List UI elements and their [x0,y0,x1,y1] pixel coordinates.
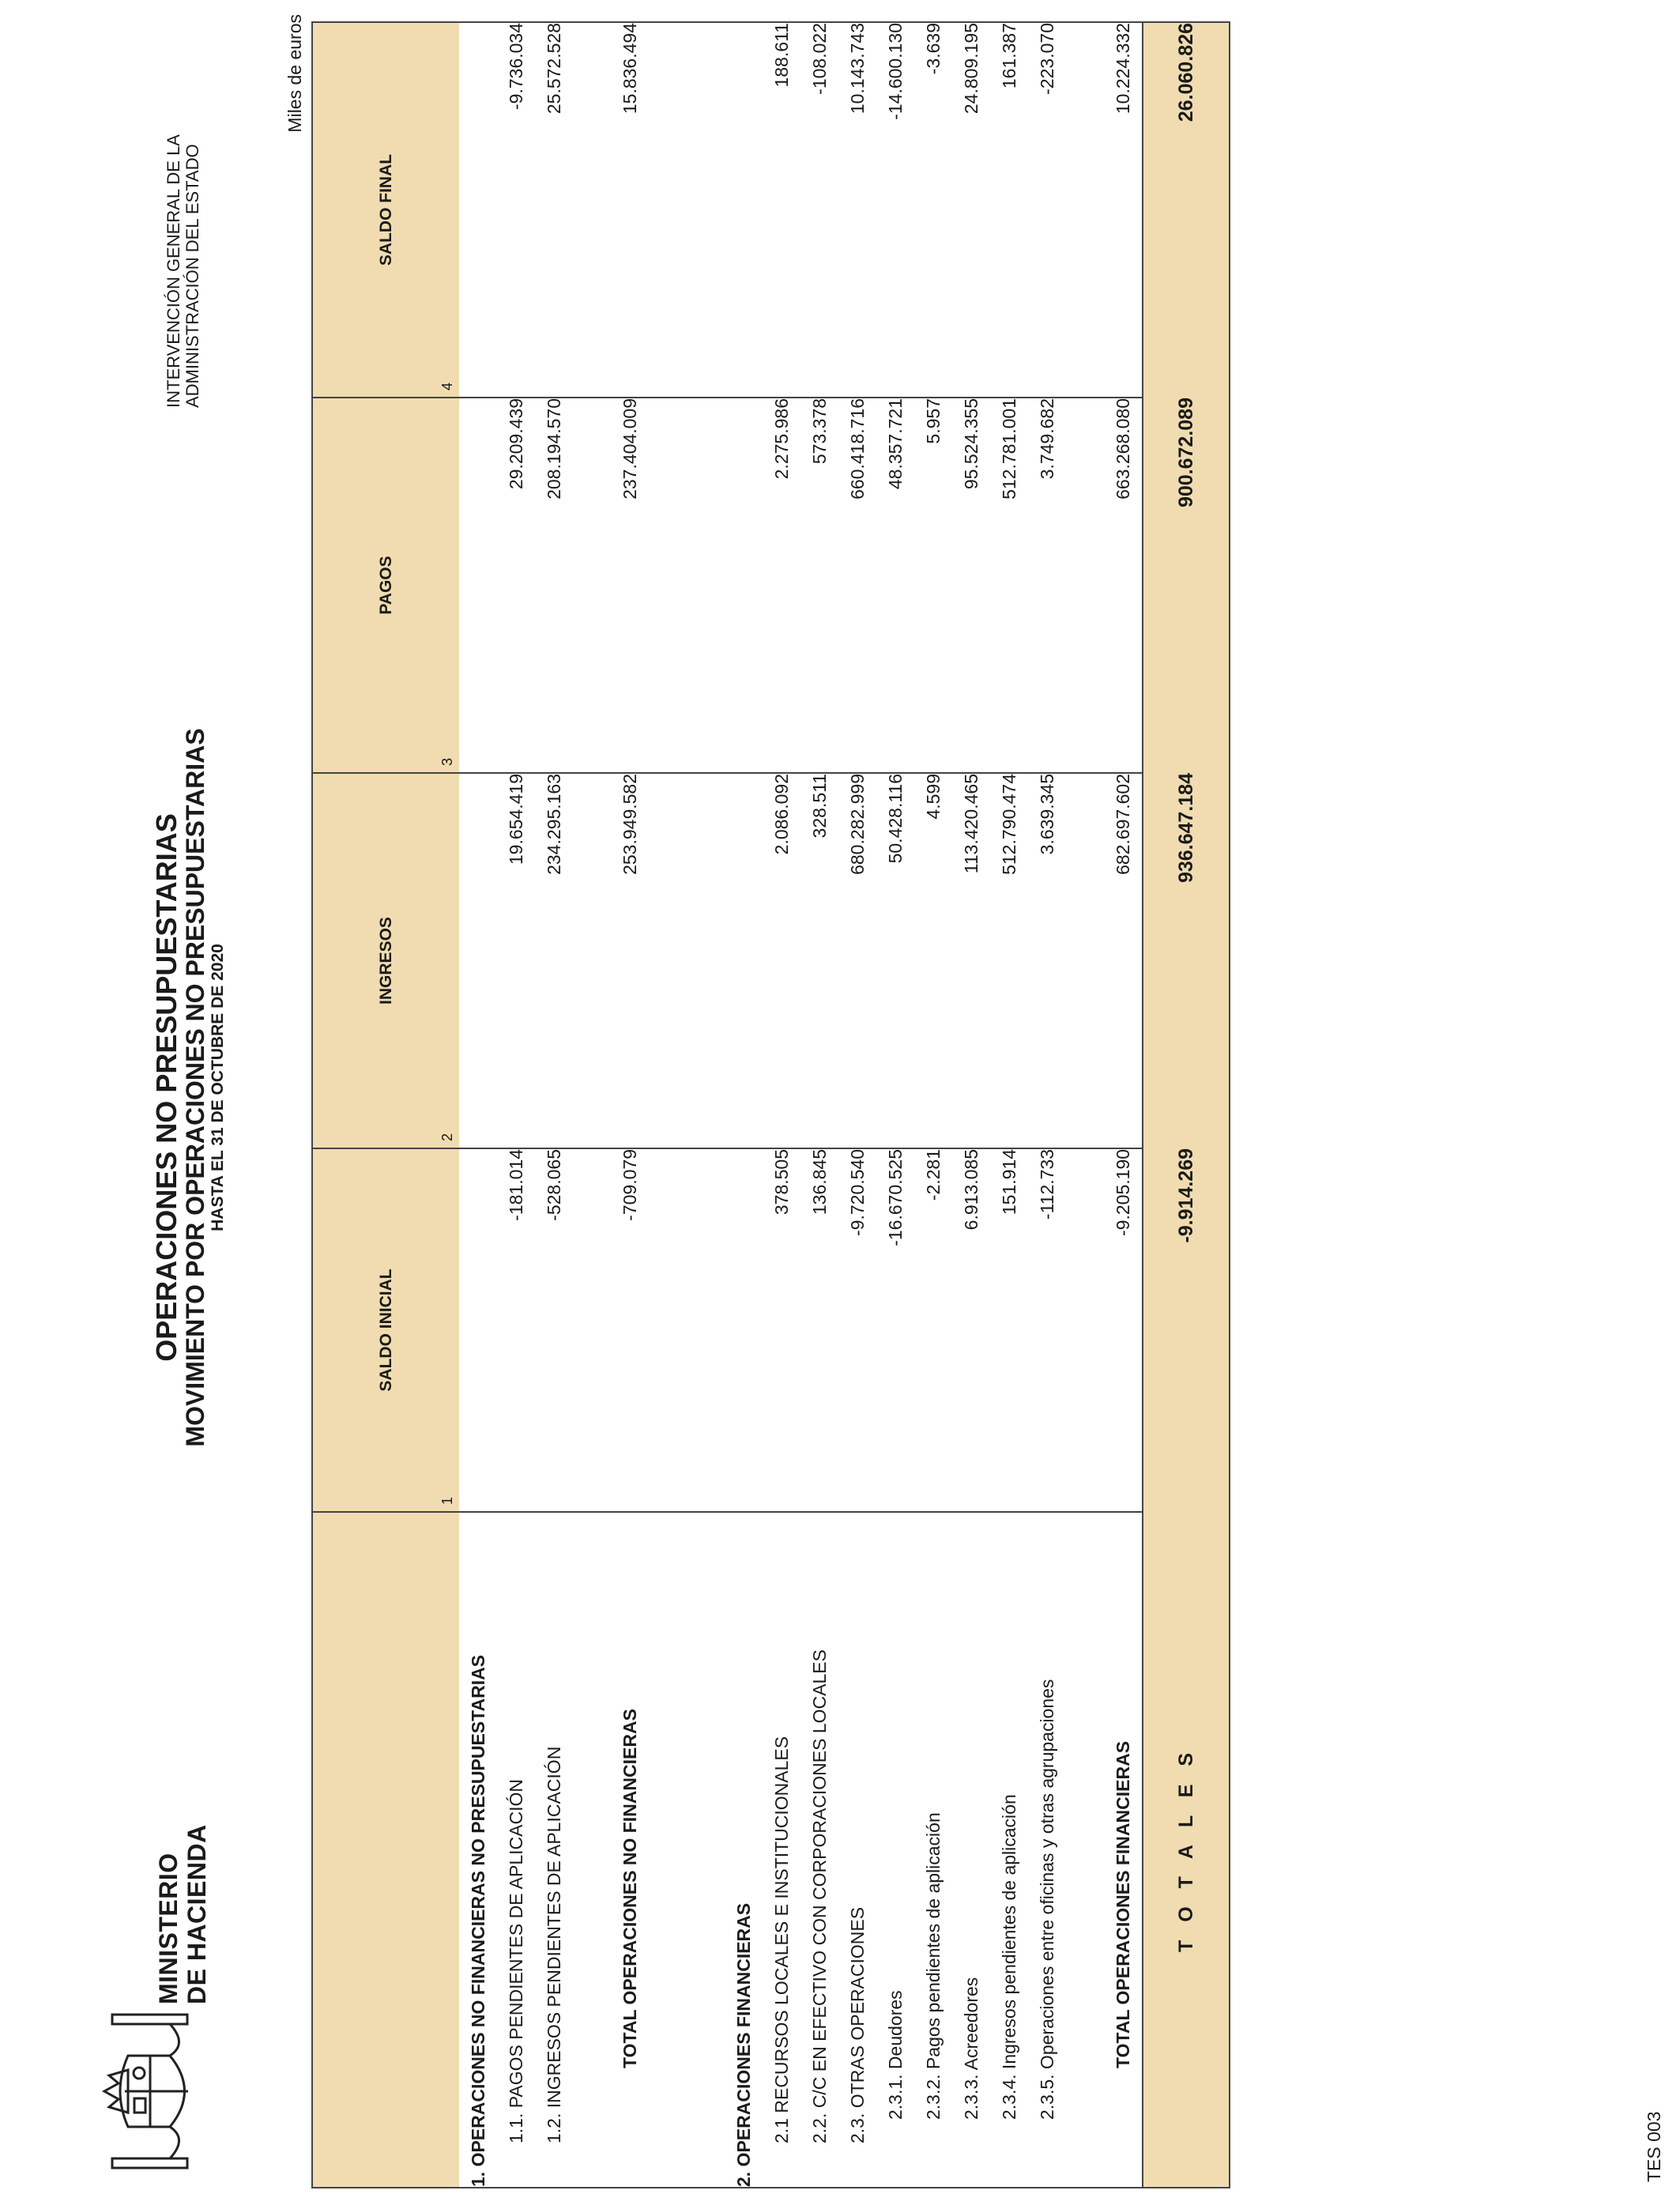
ingresos-cell [687,773,725,1148]
column-header-saldo-final [312,22,459,398]
pagos-cell: 660.418.716 [838,398,876,773]
row-label [573,1512,611,2188]
saldo-inicial-cell: 151.914 [990,1148,1028,1512]
pagos-cell: 2.275.986 [763,398,800,773]
ingresos-cell [573,773,611,1148]
saldo-inicial-cell [649,1148,687,1512]
row-label: 2.3.3. Acreedores [952,1512,990,2188]
report-date: HASTA EL 31 DE OCTUBRE DE 2020 [209,944,227,1231]
ingresos-cell [459,773,497,1148]
ingresos-cell: 50.428.116 [876,773,914,1148]
row-label [649,1512,687,2188]
row-label: 1.1. PAGOS PENDIENTES DE APLICACIÓN [497,1512,535,2188]
saldo-final-cell [725,22,763,398]
saldo-inicial-cell: 378.505 [763,1148,800,1512]
ingresos-cell: 113.420.465 [952,773,990,1148]
table-row [1104,22,1143,2188]
saldo-final-cell: 10.224.332 [1112,23,1133,115]
column-header-label: SALDO INICIAL [376,1269,395,1392]
row-label: 2.3.1. Deudores [876,1512,914,2188]
column-header-saldo-inicial [312,1148,459,1512]
row-label: 2.3.5. Operaciones entre oficinas y otras agrupaciones [1028,1512,1066,2188]
pagos-cell [725,398,763,773]
saldo-inicial-cell: -2.281 [914,1148,952,1512]
saldo-inicial-cell: -16.670.525 [876,1148,914,1512]
saldo-inicial-cell: 6.913.085 [952,1148,990,1512]
column-number: 1 [439,1496,455,1505]
ingresos-cell: 2.086.092 [763,773,800,1148]
pagos-cell [687,398,725,773]
table-row [497,22,535,2188]
row-label: 1. OPERACIONES NO FINANCIERAS NO PRESUPUESTARIAS [459,1512,497,2188]
pagos-cell: 3.749.682 [1028,398,1066,773]
pagos-cell: 573.378 [800,398,838,773]
ingresos-cell: 512.790.474 [990,773,1028,1148]
ingresos-cell [725,773,763,1148]
intervencion-line-1: INTERVENCIÓN GENERAL DE LA [164,134,183,408]
ingresos-cell: 253.949.582 [611,773,649,1148]
ingresos-cell: 4.599 [914,773,952,1148]
table-row [725,22,763,2188]
table-row [573,22,611,2188]
saldo-final-cell: 10.143.743 [846,23,868,115]
pagos-cell [459,398,497,773]
pagos-cell [573,398,611,773]
pagos-cell: 29.209.439 [497,398,535,773]
report-titles [152,692,228,1483]
saldo-inicial-cell: -112.733 [1028,1148,1066,1512]
ingresos-cell: 19.654.419 [497,773,535,1148]
ingresos-cell [649,773,687,1148]
saldo-inicial-cell [687,1148,725,1512]
table-row [914,22,952,2188]
saldo-final-cell: 25.572.528 [543,23,564,115]
column-header-label: INGRESOS [376,917,395,1005]
saldo-final-cell: 161.387 [998,23,1019,89]
saldo-inicial-cell: -9.720.540 [838,1148,876,1512]
row-label: 2.3. OTRAS OPERACIONES [838,1512,876,2188]
column-number: 2 [439,1133,455,1141]
saldo-final-cell: -223.070 [1036,23,1057,95]
row-label: TOTAL OPERACIONES FINANCIERAS [1104,1512,1143,2188]
table-row [649,22,687,2188]
row-label: 2. OPERACIONES FINANCIERAS [725,1512,763,2188]
table-row [687,22,725,2188]
saldo-final-cell [649,22,687,398]
saldo-final-cell: -14.600.130 [884,23,906,120]
intervencion-general [164,134,202,408]
saldo-inicial-cell: 136.845 [800,1148,838,1512]
pagos-cell: 237.404.009 [611,398,649,773]
column-header-label: PAGOS [376,556,395,615]
table-row [611,22,649,2188]
table-row [459,22,497,2188]
operations-table [311,21,1230,2188]
row-label: TOTAL OPERACIONES NO FINANCIERAS [611,1512,649,2188]
saldo-final-cell [459,22,497,398]
ministry-line-1: MINISTERIO [154,1853,183,2004]
ministry-name [154,1824,211,2004]
pagos-cell: 48.357.721 [876,398,914,773]
table-row [990,22,1028,2188]
units-label: Miles de euros [284,14,305,133]
saldo-inicial-cell [573,1148,611,1512]
column-header-ingresos [312,773,459,1148]
row-label: 1.2. INGRESOS PENDIENTES DE APLICACIÓN [535,1512,573,2188]
totals-pagos: 900.672.089 [1143,398,1230,773]
pagos-cell: 208.194.570 [535,398,573,773]
column-header-label: SALDO FINAL [376,153,395,266]
saldo-inicial-cell [725,1148,763,1512]
column-number: 4 [439,382,455,390]
column-header-concept [312,1512,459,2188]
column-number: 3 [439,757,455,766]
saldo-final-cell [687,22,725,398]
saldo-inicial-cell: -709.079 [611,1148,649,1512]
saldo-final-cell: 15.836.494 [619,23,640,115]
table-row [1066,22,1104,2188]
intervencion-line-2: ADMINISTRACIÓN DEL ESTADO [183,144,202,408]
saldo-final-cell [1066,22,1104,398]
row-label: 2.1 RECURSOS LOCALES E INSTITUCIONALES [763,1512,800,2188]
totals-saldo-final: 26.060.826 [1143,22,1230,398]
saldo-final-cell: 188.611 [770,23,792,88]
report-title: OPERACIONES NO PRESUPUESTARIAS [150,813,183,1362]
saldo-final-cell [573,22,611,398]
saldo-inicial-cell: -181.014 [497,1148,535,1512]
row-label: 2.3.2. Pagos pendientes de aplicación [914,1512,952,2188]
pagos-cell: 512.781.001 [990,398,1028,773]
totals-row [1143,22,1230,2188]
report-subtitle: MOVIMIENTO POR OPERACIONES NO PRESUPUESTARIAS [181,728,209,1447]
table-row [800,22,838,2188]
pagos-cell: 663.268.080 [1104,398,1143,773]
table-row [952,22,990,2188]
totals-saldo-inicial: -9.914.269 [1143,1148,1230,1512]
table-row [876,22,914,2188]
totals-label: T O T A L E S [1143,1512,1230,2188]
ingresos-cell: 3.639.345 [1028,773,1066,1148]
ingresos-cell: 682.697.602 [1104,773,1143,1148]
table-row [763,22,800,2188]
saldo-inicial-cell [1066,1148,1104,1512]
row-label: 2.3.4. Ingresos pendientes de aplicación [990,1512,1028,2188]
ingresos-cell: 234.295.163 [535,773,573,1148]
row-label [1066,1512,1104,2188]
table-header-row [312,22,459,2188]
saldo-inicial-cell [459,1148,497,1512]
pagos-cell [649,398,687,773]
form-code: TES 003 [1644,2111,1664,2182]
table-row [1028,22,1066,2188]
saldo-inicial-cell: -528.065 [535,1148,573,1512]
table-row [535,22,573,2188]
saldo-final-cell: -108.022 [808,23,830,95]
pagos-cell: 95.524.355 [952,398,990,773]
saldo-inicial-cell: -9.205.190 [1104,1148,1143,1512]
ingresos-cell: 328.511 [800,773,838,1148]
saldo-final-cell: 24.809.195 [960,23,981,115]
column-header-pagos [312,398,459,773]
row-label [687,1512,725,2188]
table-row [838,22,876,2188]
table-body [459,22,1143,2188]
row-label: 2.2. C/C EN EFECTIVO CON CORPORACIONES LOCALES [800,1512,838,2188]
ingresos-cell: 680.282.999 [838,773,876,1148]
pagos-cell: 5.957 [914,398,952,773]
ministry-line-2: DE HACIENDA [183,1824,211,2004]
coat-of-arms-logo [95,2008,205,2174]
saldo-final-cell: -9.736.034 [505,23,526,110]
pagos-cell [1066,398,1104,773]
ingresos-cell [1066,773,1104,1148]
totals-ingresos: 936.647.184 [1143,773,1230,1148]
saldo-final-cell: -3.639 [922,23,944,75]
